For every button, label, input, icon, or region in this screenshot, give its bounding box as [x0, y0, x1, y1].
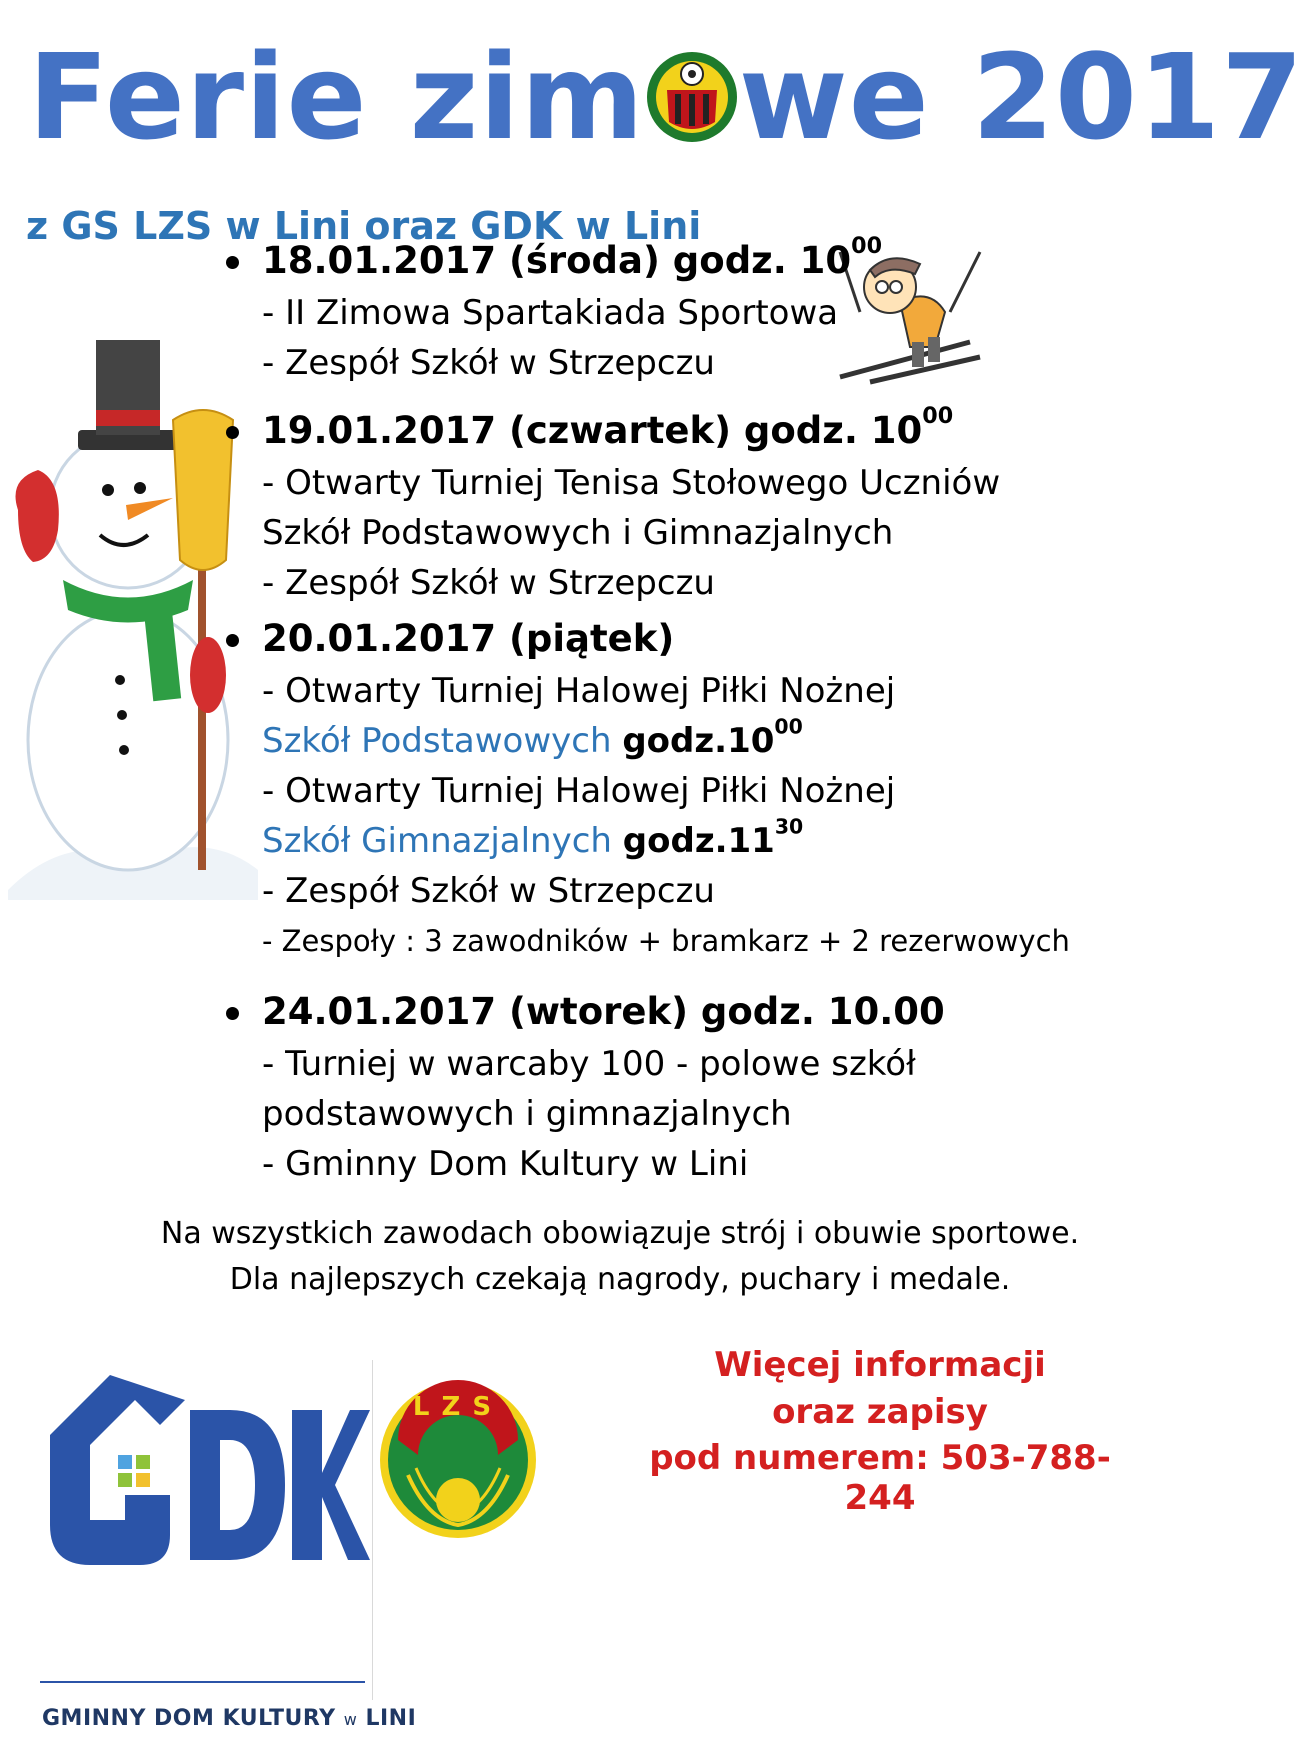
lzs-letters: LZS — [412, 1392, 504, 1422]
event-3-line-3: - Otwarty Turniej Halowej Piłki Nożnej — [262, 771, 896, 811]
event-3-line-1: - Otwarty Turniej Halowej Piłki Nożnej — [262, 671, 896, 711]
event-2-date: 19.01.2017 (czwartek) godz. $10^{00}$ — [262, 404, 1000, 458]
event-3-date: 20.01.2017 (piątek) — [262, 612, 1070, 666]
event-4-date: 24.01.2017 (wtorek) godz. 10.00 — [262, 985, 945, 1039]
gdk-caption: GMINNY DOM KULTURY w LINI — [42, 1706, 417, 1731]
event-1-line-2: - Zespół Szkół w Strzepczu — [262, 343, 715, 383]
event-4-line-1: - Turniej w warcaby 100 - polowe szkół — [262, 1044, 916, 1084]
event-2 — [262, 404, 1000, 608]
event-2-line-1: - Otwarty Turniej Tenisa Stołowego Uczniów — [262, 463, 1001, 503]
club-crest-icon — [645, 44, 739, 138]
event-4 — [262, 985, 945, 1189]
bullet-icon — [226, 1007, 239, 1020]
title-part-1: Ferie zim — [28, 28, 645, 166]
event-4-line-2: podstawowych i gimnazjalnych — [262, 1094, 792, 1134]
bullet-icon — [226, 426, 239, 439]
gdk-logo — [30, 1355, 370, 1704]
event-2-line-2: Szkół Podstawowych i Gimnazjalnych — [262, 513, 894, 553]
poster-title — [28, 28, 1304, 166]
event-1-date: 18.01.2017 (środa) godz. $10^{00}$ — [262, 234, 882, 288]
snowman-illustration — [8, 330, 258, 904]
event-3-line-2: Szkół Podstawowych $godz.10^{00}$ — [262, 714, 803, 761]
footer-note-1: Na wszystkich zawodach obowiązuje strój i obuwie sportowe. — [160, 1216, 1080, 1251]
event-1 — [262, 234, 882, 388]
title-part-2: we 2017 — [738, 28, 1304, 166]
event-3-line-5: - Zespół Szkół w Strzepczu — [262, 871, 715, 911]
event-1-line-1: - II Zimowa Spartakiada Sportowa — [262, 293, 839, 333]
info-line-3: pod numerem: 503-788-244 — [649, 1438, 1111, 1518]
info-line-2: oraz zapisy — [772, 1392, 988, 1432]
event-3 — [262, 612, 1070, 966]
info-line-1: Więcej informacji — [714, 1345, 1046, 1385]
event-3-line-6: - Zespoły : 3 zawodników + bramkarz + 2 rezerwowych — [262, 924, 1070, 958]
event-2-line-3: - Zespół Szkół w Strzepczu — [262, 563, 715, 603]
event-4-line-3: - Gminny Dom Kultury w Lini — [262, 1144, 749, 1184]
bullet-icon — [226, 634, 239, 647]
subtitle: z GS LZS w Lini oraz GDK w Lini — [26, 204, 702, 248]
bullet-icon — [226, 256, 239, 269]
footer-note-2: Dla najlepszych czekają nagrody, puchary i medale. — [229, 1262, 1011, 1297]
event-3-line-4: Szkół Gimnazjalnych $godz.11^{30}$ — [262, 814, 804, 861]
logo-divider — [372, 1360, 373, 1700]
